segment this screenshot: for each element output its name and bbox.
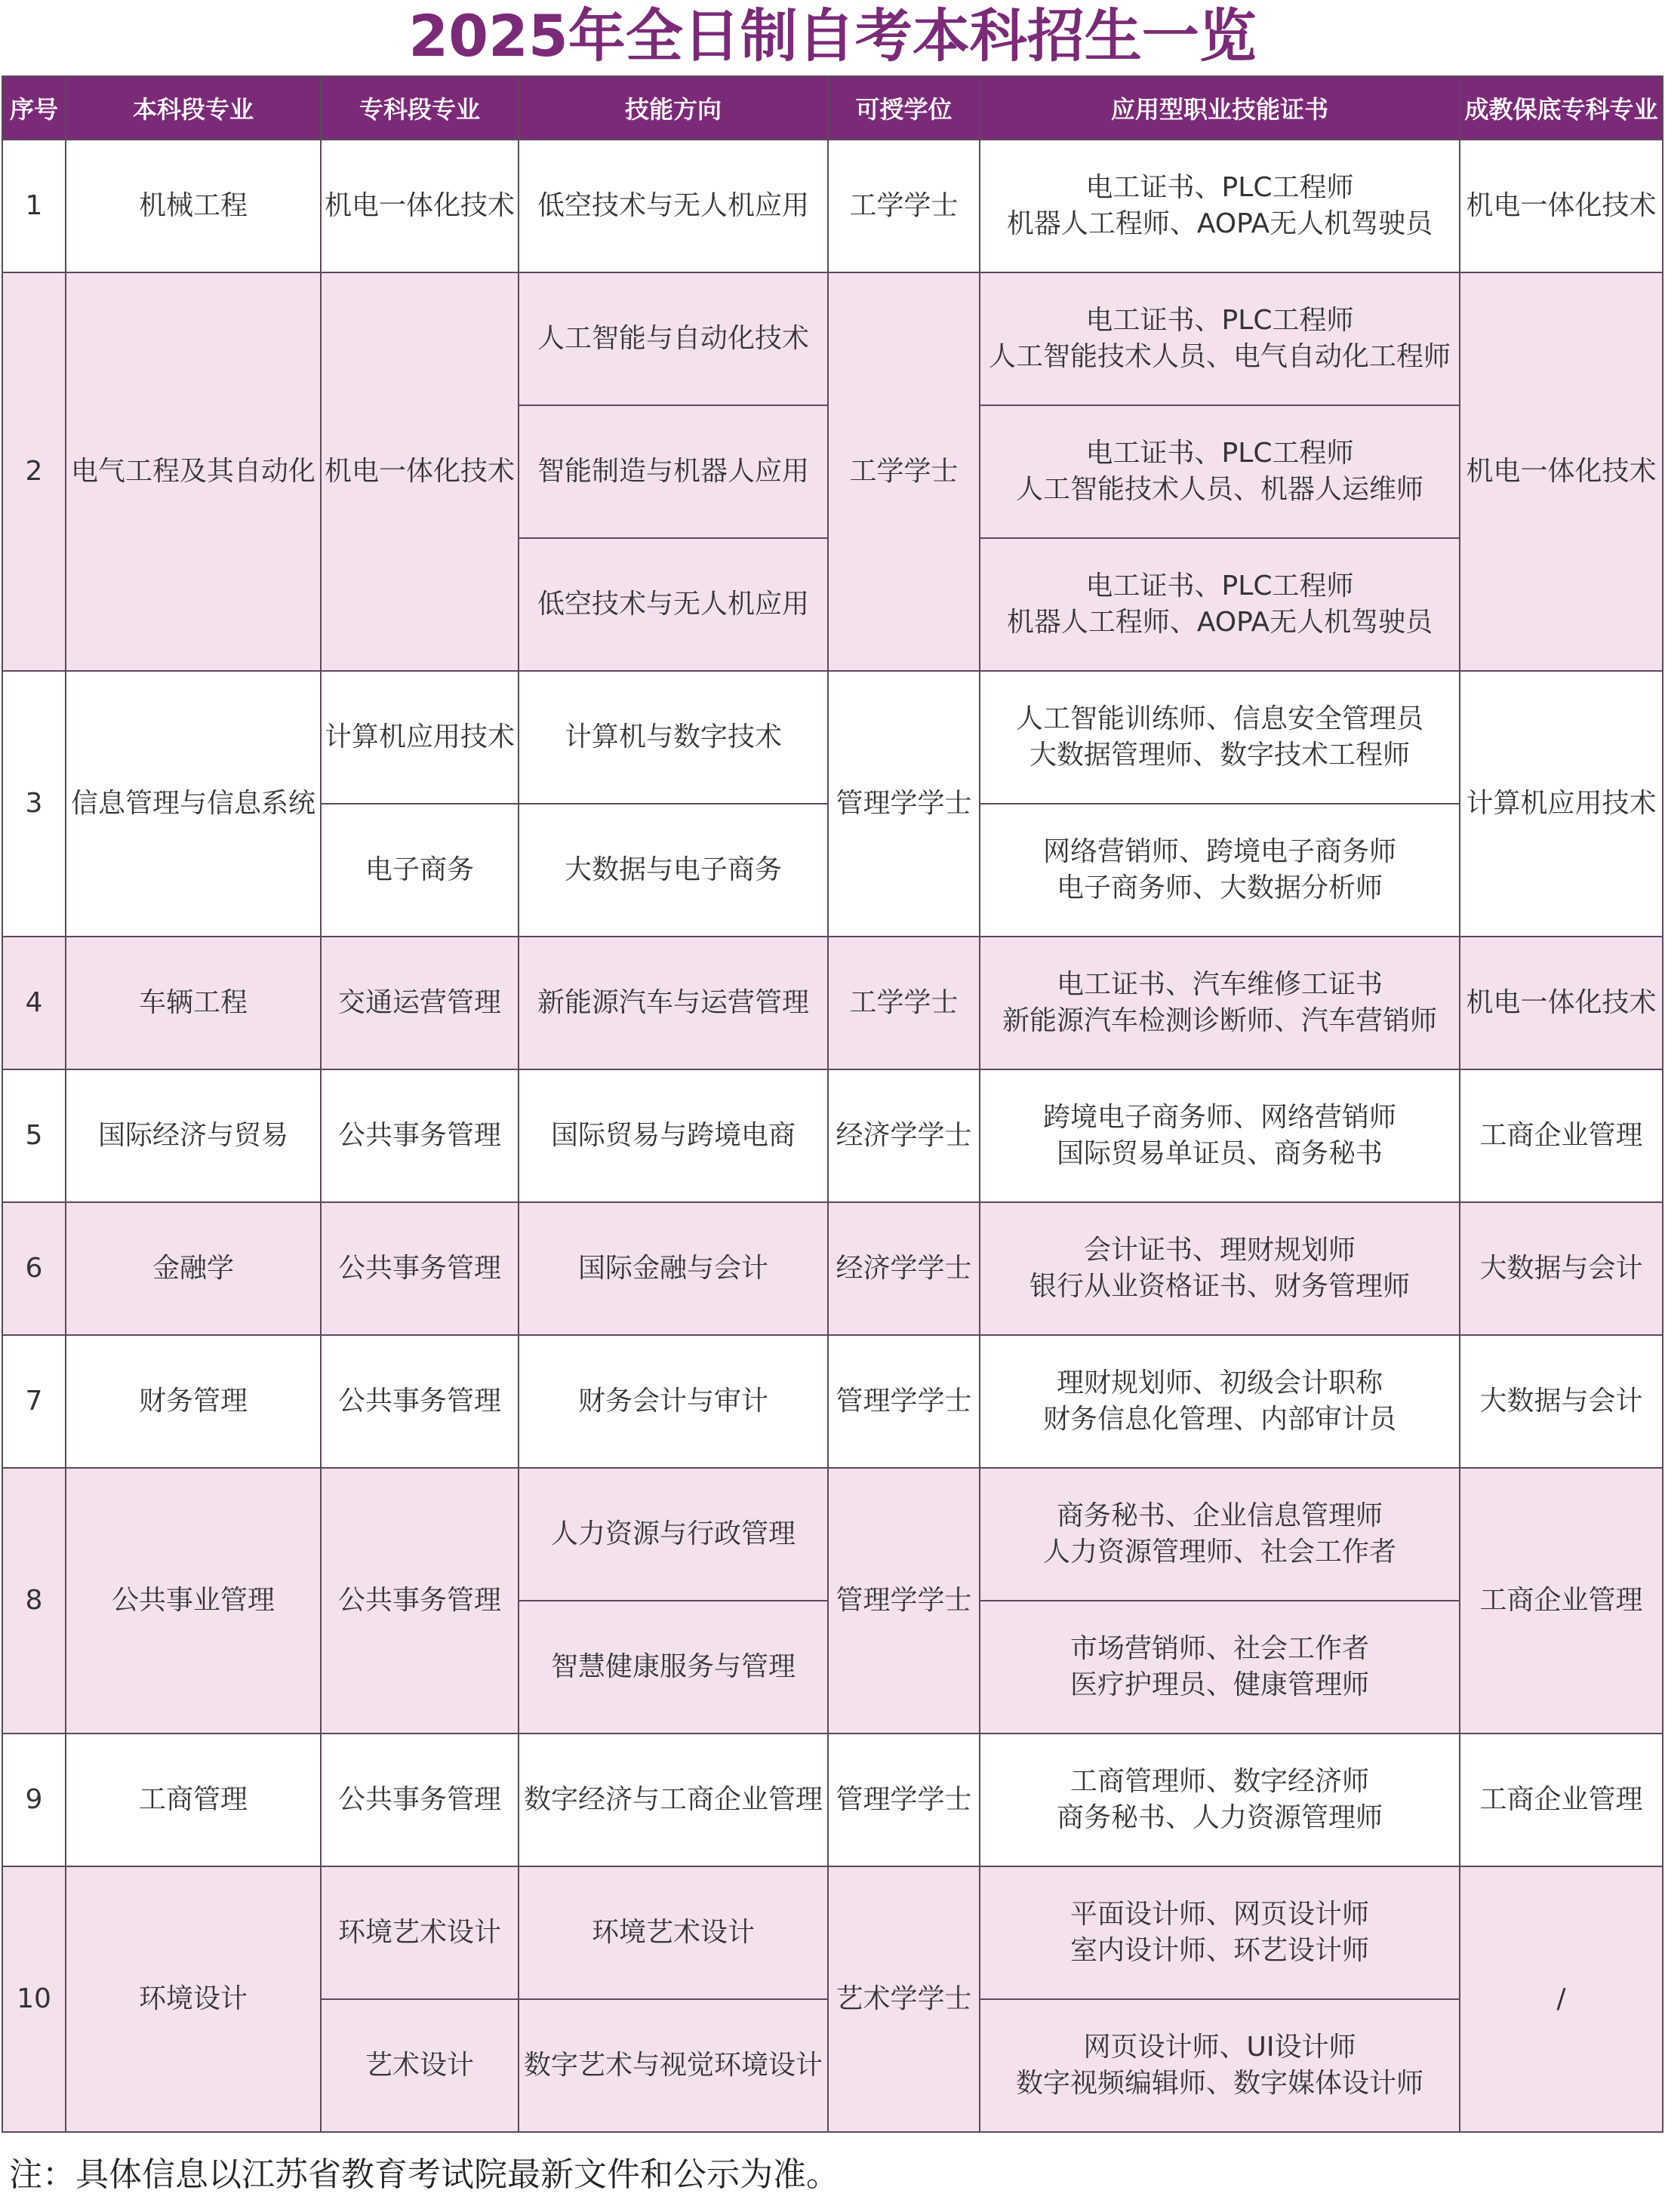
certificate-line: 室内设计师、环艺设计师 bbox=[1069, 1935, 1369, 1966]
degree: 工学学士 bbox=[828, 140, 980, 272]
skill-direction: 低空技术与无人机应用 bbox=[519, 538, 828, 671]
skill-direction: 国际金融与会计 bbox=[519, 1202, 828, 1335]
skill-direction: 人工智能与自动化技术 bbox=[519, 272, 828, 405]
certificate-line: 电工证书、PLC工程师 bbox=[1085, 172, 1354, 203]
certificates bbox=[980, 937, 1460, 1069]
row-number: 5 bbox=[2, 1069, 66, 1202]
skill-direction: 新能源汽车与运营管理 bbox=[519, 937, 828, 1069]
bachelor-major: 电气工程及其自动化 bbox=[66, 272, 321, 671]
certificate-line: 市场营销师、社会工作者 bbox=[1069, 1633, 1369, 1664]
header-fallback-major: 成教保底专科专业 bbox=[1460, 76, 1663, 140]
bachelor-major: 金融学 bbox=[66, 1202, 321, 1335]
certificate-line: 机器人工程师、AOPA无人机驾驶员 bbox=[1006, 208, 1433, 239]
admissions-table bbox=[2, 75, 1663, 2133]
college-major: 公共事务管理 bbox=[321, 1202, 519, 1335]
skill-direction: 智能制造与机器人应用 bbox=[519, 405, 828, 538]
skill-direction: 人力资源与行政管理 bbox=[519, 1468, 828, 1601]
fallback-major: / bbox=[1460, 1866, 1663, 2132]
row-number: 4 bbox=[2, 937, 66, 1069]
skill-direction: 低空技术与无人机应用 bbox=[519, 140, 828, 272]
skill-direction: 计算机与数字技术 bbox=[519, 671, 828, 804]
fallback-major: 机电一体化技术 bbox=[1460, 937, 1663, 1069]
certificates bbox=[980, 1999, 1460, 2132]
header-degree: 可授学位 bbox=[828, 76, 980, 140]
bachelor-major: 国际经济与贸易 bbox=[66, 1069, 321, 1202]
table-row bbox=[2, 272, 1663, 405]
certificate-line: 工商管理师、数字经济师 bbox=[1069, 1766, 1369, 1797]
certificate-line: 电工证书、PLC工程师 bbox=[1085, 305, 1354, 336]
skill-direction: 大数据与电子商务 bbox=[519, 804, 828, 937]
fallback-major: 大数据与会计 bbox=[1460, 1202, 1663, 1335]
certificate-line: 银行从业资格证书、财务管理师 bbox=[1029, 1271, 1410, 1302]
bachelor-major: 机械工程 bbox=[66, 140, 321, 272]
table-row bbox=[2, 671, 1663, 804]
table-row bbox=[2, 1468, 1663, 1601]
bachelor-major: 财务管理 bbox=[66, 1335, 321, 1468]
certificate-line: 新能源汽车检测诊断师、汽车营销师 bbox=[1002, 1005, 1437, 1036]
degree: 管理学学士 bbox=[828, 671, 980, 937]
footnote: 注：具体信息以江苏省教育考试院最新文件和公示为准。 bbox=[9, 2155, 839, 2194]
row-number: 8 bbox=[2, 1468, 66, 1734]
certificate-line: 商务秘书、人力资源管理师 bbox=[1056, 1802, 1383, 1833]
fallback-major: 工商企业管理 bbox=[1460, 1468, 1663, 1734]
table-row bbox=[2, 140, 1663, 272]
certificate-line: 跨境电子商务师、网络营销师 bbox=[1042, 1102, 1396, 1133]
college-major: 机电一体化技术 bbox=[321, 272, 519, 671]
fallback-major: 机电一体化技术 bbox=[1460, 272, 1663, 671]
row-number: 2 bbox=[2, 272, 66, 671]
degree: 工学学士 bbox=[828, 937, 980, 1069]
bachelor-major: 车辆工程 bbox=[66, 937, 321, 1069]
certificate-line: 人工智能技术人员、电气自动化工程师 bbox=[988, 341, 1451, 372]
table-header-row bbox=[2, 76, 1663, 140]
degree: 管理学学士 bbox=[828, 1468, 980, 1734]
certificate-line: 平面设计师、网页设计师 bbox=[1069, 1899, 1369, 1930]
certificates bbox=[980, 804, 1460, 937]
certificate-line: 数字视频编辑师、数字媒体设计师 bbox=[1015, 2068, 1423, 2099]
row-number: 1 bbox=[2, 140, 66, 272]
fallback-major: 工商企业管理 bbox=[1460, 1734, 1663, 1866]
bachelor-major: 环境设计 bbox=[66, 1866, 321, 2132]
degree: 管理学学士 bbox=[828, 1335, 980, 1468]
fallback-major: 工商企业管理 bbox=[1460, 1069, 1663, 1202]
row-number: 10 bbox=[2, 1866, 66, 2132]
table-row bbox=[2, 1335, 1663, 1468]
college-major: 交通运营管理 bbox=[321, 937, 519, 1069]
college-major: 公共事务管理 bbox=[321, 1468, 519, 1734]
certificate-line: 医疗护理员、健康管理师 bbox=[1069, 1669, 1369, 1700]
college-major: 机电一体化技术 bbox=[321, 140, 519, 272]
certificates bbox=[980, 405, 1460, 538]
certificate-line: 网络营销师、跨境电子商务师 bbox=[1042, 836, 1396, 867]
certificates bbox=[980, 1335, 1460, 1468]
skill-direction: 智慧健康服务与管理 bbox=[519, 1601, 828, 1734]
header-college-major: 专科段专业 bbox=[321, 76, 519, 140]
certificates bbox=[980, 1601, 1460, 1734]
certificate-line: 财务信息化管理、内部审计员 bbox=[1042, 1404, 1396, 1435]
degree: 管理学学士 bbox=[828, 1734, 980, 1866]
bachelor-major: 工商管理 bbox=[66, 1734, 321, 1866]
college-major: 电子商务 bbox=[321, 804, 519, 937]
row-number: 3 bbox=[2, 671, 66, 937]
certificate-line: 商务秘书、企业信息管理师 bbox=[1056, 1500, 1383, 1531]
certificate-line: 大数据管理师、数字技术工程师 bbox=[1029, 740, 1410, 771]
certificate-line: 理财规划师、初级会计职称 bbox=[1056, 1368, 1383, 1398]
skill-direction: 数字经济与工商企业管理 bbox=[519, 1734, 828, 1866]
page-title: 2025年全日制自考本科招生一览 bbox=[408, 2, 1257, 69]
certificates bbox=[980, 538, 1460, 671]
row-number: 9 bbox=[2, 1734, 66, 1866]
certificate-line: 会计证书、理财规划师 bbox=[1083, 1235, 1356, 1266]
college-major: 艺术设计 bbox=[321, 1999, 519, 2132]
row-number: 7 bbox=[2, 1335, 66, 1468]
bachelor-major: 公共事业管理 bbox=[66, 1468, 321, 1734]
college-major: 环境艺术设计 bbox=[321, 1866, 519, 1999]
header-skill-direction: 技能方向 bbox=[519, 76, 828, 140]
college-major: 计算机应用技术 bbox=[321, 671, 519, 804]
certificate-line: 人力资源管理师、社会工作者 bbox=[1042, 1537, 1396, 1567]
certificates bbox=[980, 1734, 1460, 1866]
skill-direction: 数字艺术与视觉环境设计 bbox=[519, 1999, 828, 2132]
college-major: 公共事务管理 bbox=[321, 1069, 519, 1202]
skill-direction: 环境艺术设计 bbox=[519, 1866, 828, 1999]
row-number: 6 bbox=[2, 1202, 66, 1335]
certificates bbox=[980, 272, 1460, 405]
table-row bbox=[2, 1069, 1663, 1202]
certificate-line: 网页设计师、UI设计师 bbox=[1083, 2032, 1356, 2063]
certificate-line: 国际贸易单证员、商务秘书 bbox=[1056, 1138, 1383, 1169]
table-row bbox=[2, 937, 1663, 1069]
header-no: 序号 bbox=[2, 76, 66, 140]
table-body bbox=[2, 140, 1663, 2132]
certificate-line: 人工智能技术人员、机器人运维师 bbox=[1015, 474, 1423, 505]
certificate-line: 电工证书、汽车维修工证书 bbox=[1056, 969, 1383, 1000]
college-major: 公共事务管理 bbox=[321, 1335, 519, 1468]
degree: 经济学学士 bbox=[828, 1202, 980, 1335]
certificate-line: 电子商务师、大数据分析师 bbox=[1056, 872, 1383, 903]
header-certificates: 应用型职业技能证书 bbox=[980, 76, 1460, 140]
degree: 经济学学士 bbox=[828, 1069, 980, 1202]
degree: 工学学士 bbox=[828, 272, 980, 671]
certificates bbox=[980, 1468, 1460, 1601]
certificates bbox=[980, 140, 1460, 272]
bachelor-major: 信息管理与信息系统 bbox=[66, 671, 321, 937]
table-row bbox=[2, 1734, 1663, 1866]
certificates bbox=[980, 671, 1460, 804]
table-row bbox=[2, 1202, 1663, 1335]
header-bachelor-major: 本科段专业 bbox=[66, 76, 321, 140]
skill-direction: 国际贸易与跨境电商 bbox=[519, 1069, 828, 1202]
table-row bbox=[2, 1866, 1663, 1999]
degree: 艺术学学士 bbox=[828, 1866, 980, 2132]
college-major: 公共事务管理 bbox=[321, 1734, 519, 1866]
certificates bbox=[980, 1202, 1460, 1335]
fallback-major: 机电一体化技术 bbox=[1460, 140, 1663, 272]
certificate-line: 人工智能训练师、信息安全管理员 bbox=[1015, 703, 1423, 734]
certificates bbox=[980, 1069, 1460, 1202]
certificate-line: 电工证书、PLC工程师 bbox=[1085, 571, 1354, 601]
skill-direction: 财务会计与审计 bbox=[519, 1335, 828, 1468]
fallback-major: 大数据与会计 bbox=[1460, 1335, 1663, 1468]
fallback-major: 计算机应用技术 bbox=[1460, 671, 1663, 937]
certificate-line: 机器人工程师、AOPA无人机驾驶员 bbox=[1006, 607, 1433, 638]
certificate-line: 电工证书、PLC工程师 bbox=[1085, 438, 1354, 469]
certificates bbox=[980, 1866, 1460, 1999]
